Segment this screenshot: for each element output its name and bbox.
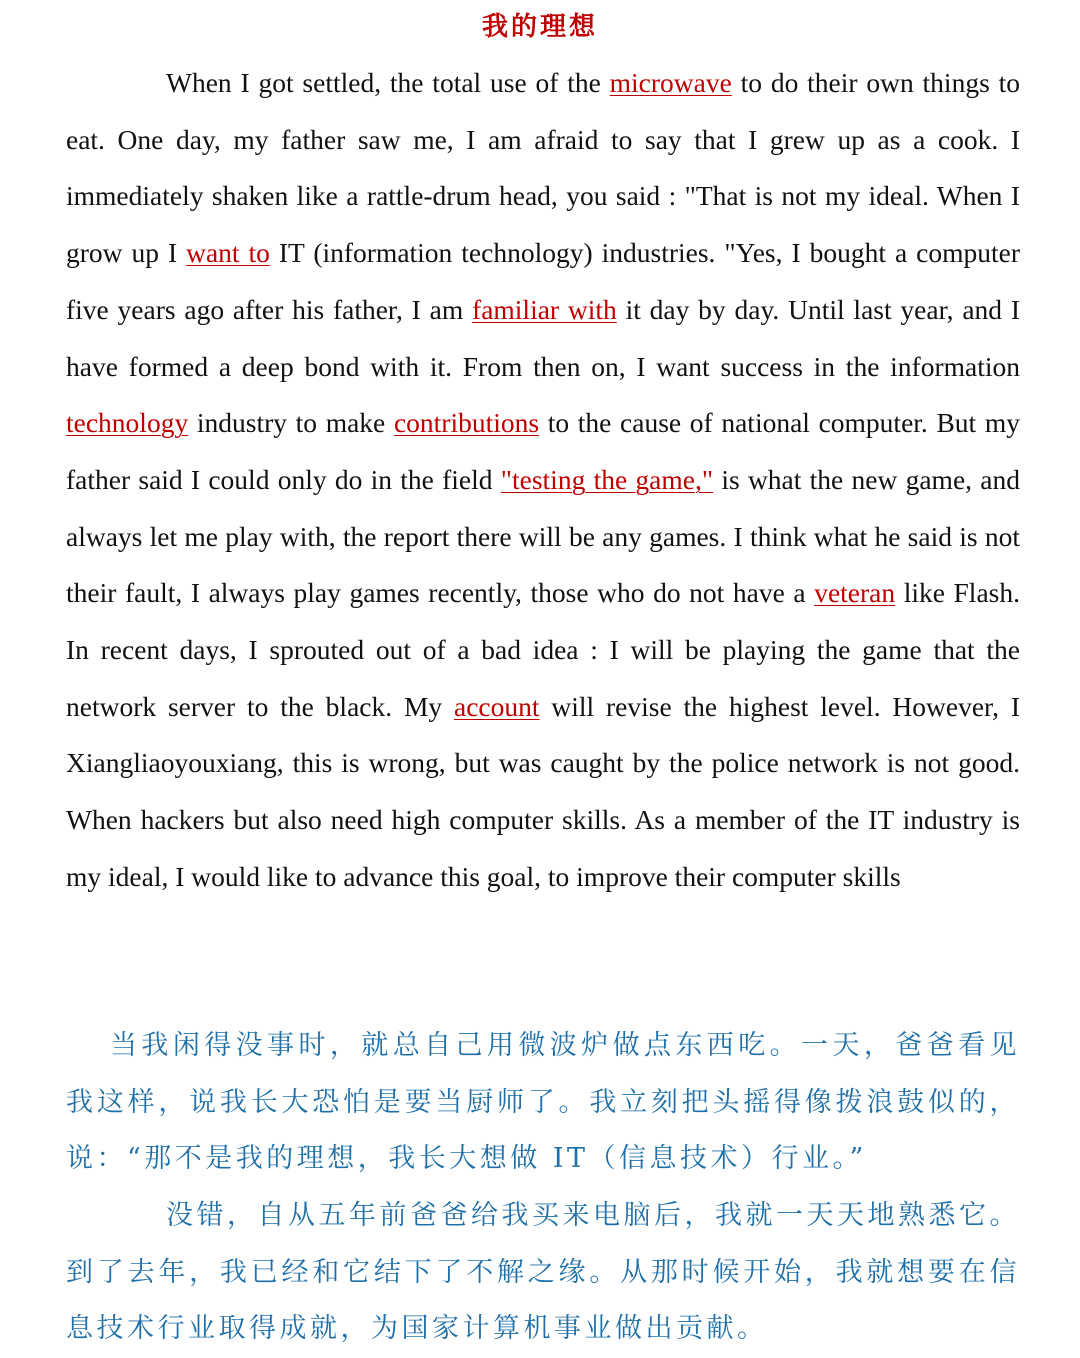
keyword-account: account	[454, 690, 540, 722]
en-text-2: to do their own things to eat. One day, my father saw me, I am afraid to say that I grew up as a cook. I immediately shaken like a rattle-drum head, you said : "That is not my ideal. When I grow up I	[66, 67, 1020, 269]
english-paragraph	[66, 55, 1020, 906]
en-text-7: is what the new game, and always let me play with, the report there will be any games. I think what he said is not their fault, I always play games recently, those who do not have a	[66, 463, 1020, 609]
keyword-testing-the-game: "testing the game,"	[500, 463, 714, 495]
en-text-4: it day by day. Until last year, and I have formed a deep bond with it. From then on, I want success in the information	[66, 293, 1020, 382]
en-text-9: will revise the highest level. However, I Xiangliaoyouxiang, this is wrong, but was caught by the police network is not good. When hackers but also need high computer skills. As a member of the IT industry is my ideal, I would like to advance this goal, to improve their computer skills	[66, 690, 1020, 892]
keyword-veteran: veteran	[814, 577, 896, 609]
en-text-6: to the cause of national computer. But my father said I could only do in the field	[66, 407, 1020, 495]
keyword-contributions: contributions	[393, 407, 540, 439]
keyword-microwave: microwave	[609, 67, 732, 98]
chinese-paragraph-1: 当我闲得没事时，就总自己用微波炉做点东西吃。一天，爸爸看见我这样，说我长大恐怕是要当厨师了。我立刻把头摇得像拨浪鼓似的，说：“那不是我的理想，我长大想做 IT（信息技术）行业。”	[66, 1030, 1020, 1174]
essay-title: 我的理想	[481, 12, 598, 41]
en-text-3: IT (information technology) industries. "Yes, I bought a computer five years ago after his father, I am	[66, 237, 1020, 325]
keyword-technology: technology	[66, 407, 189, 439]
keyword-familiar-with: familiar with	[472, 293, 617, 325]
keyword-want-to: want to	[186, 237, 270, 269]
en-text-5: industry to make	[188, 407, 394, 439]
chinese-paragraph-2: 没错，自从五年前爸爸给我买来电脑后，我就一天天地熟悉它。到了去年，我已经和它结下了不解之缘。从那时候开始，我就想要在信息技术行业取得成就，为国家计算机事业做出贡献。	[66, 1200, 1020, 1344]
en-text-8: like Flash. In recent days, I sprouted out of a bad idea : I will be playing the game that the network server to the black. My	[66, 577, 1020, 722]
en-text-1: When I got settled, the total use of the	[166, 67, 610, 98]
